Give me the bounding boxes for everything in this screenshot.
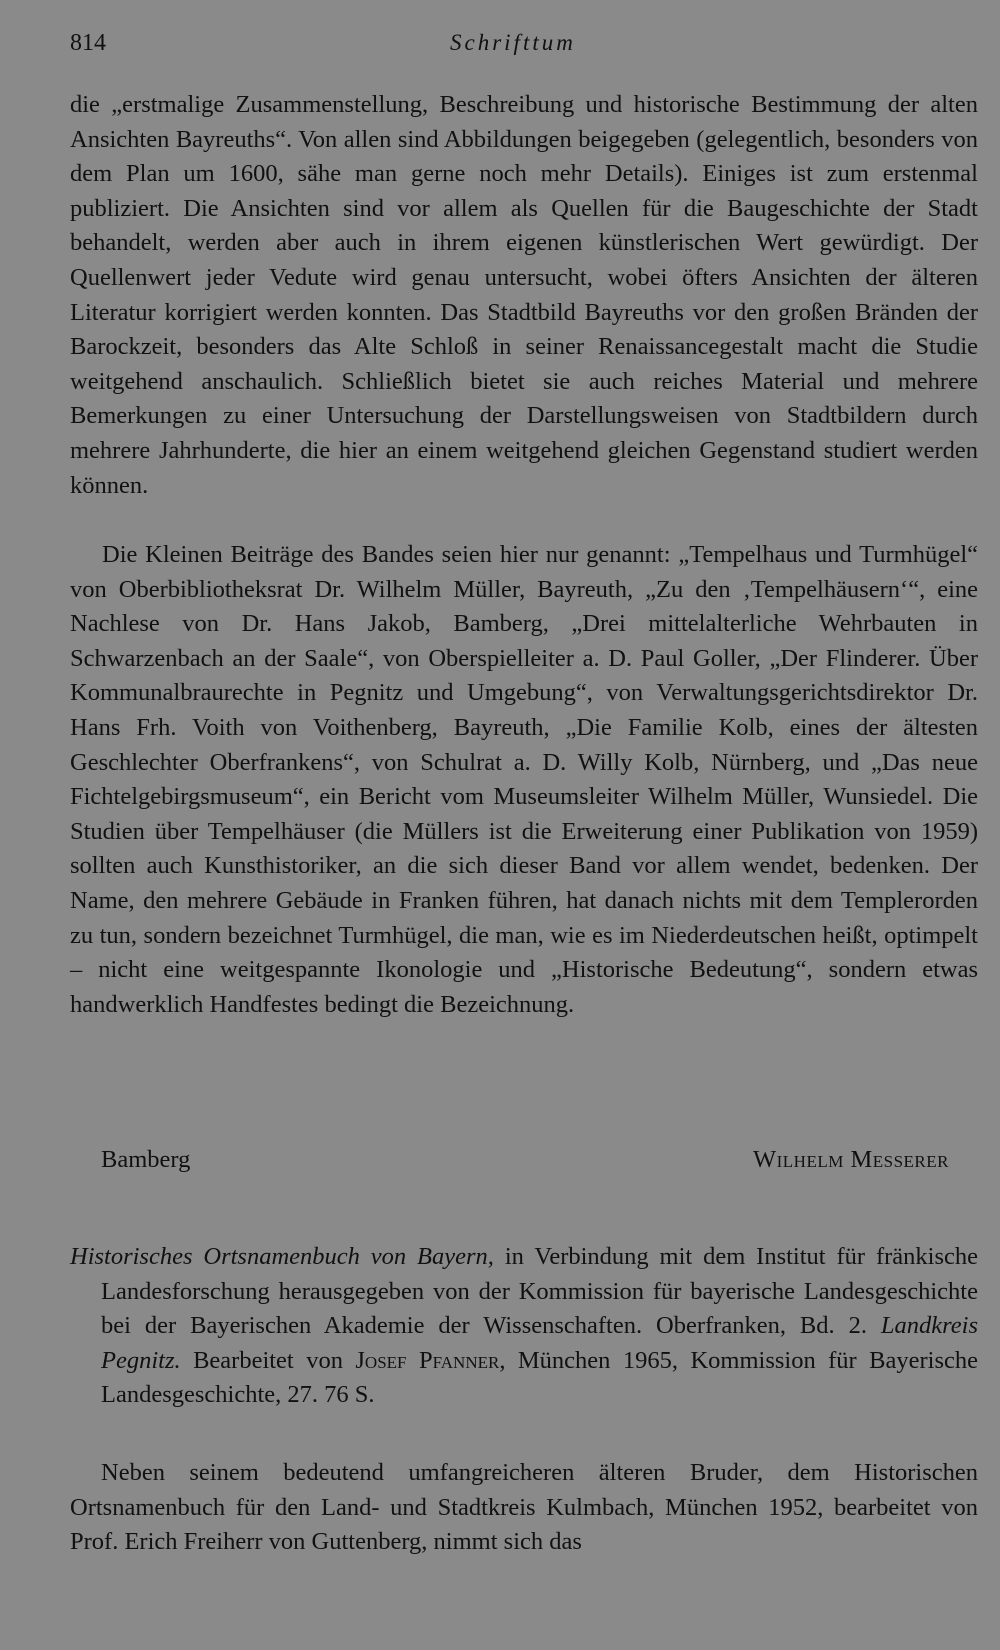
book-title: Historisches Ortsnamenbuch von Bayern, bbox=[70, 1243, 494, 1270]
review-paragraph-1: die „erstmalige Zusammenstellung, Beschreibung und historische Bestimmung der alten Ansichten Bayreuths“. Von allen sind Abbildungen beigegeben (gelegentlich, besonders von dem Plan um 1600, sähe man gerne noch mehr Details). Einiges ist zum erstenmal publiziert. Die Ansichten sind vor allem als Quellen für die Baugeschichte der Stadt behandelt, werden aber auch in ihrem eigenen künstlerischen Wert gewürdigt. Der Quellenwert jeder Vedute wird genau untersucht, wobei öfters Ansichten der älteren Literatur korrigiert werden konnten. Das Stadtbild Bayreuths vor den großen Bränden der Barockzeit, besonders das Alte Schloß in seiner Renaissancegestalt macht die Studie weitgehend anschaulich. Schließlich bietet sie auch reiches Material und mehrere Bemerkungen zu einer Untersuchung der Darstellungsweisen von Stadtbildern durch mehrere Jahrhunderte, die hier an einem weitgehend gleichen Gegenstand studiert werden können. bbox=[70, 91, 978, 499]
signature-author: Wilhelm Messerer bbox=[753, 1146, 949, 1173]
signature-place: Bamberg bbox=[101, 1146, 191, 1173]
review2-paragraph-1: Neben seinem bedeutend umfangreicheren älteren Bruder, dem Historischen Ortsnamenbuch für den Land- und Stadtkreis Kulmbach, München 1952, bearbeitet von Prof. Erich Freiherr von Guttenberg, nimmt sich das bbox=[70, 1459, 978, 1556]
bib-details-2: Bearbeitet von bbox=[180, 1346, 356, 1374]
review-paragraph-2: Die Kleinen Beiträge des Bandes seien hier nur genannt: „Tempelhaus und Turmhügel“ von Oberbibliotheksrat Dr. Wilhelm Müller, Bayreuth, „Zu den ‚Tempelhäusern‘“, eine Nachlese von Dr. Hans Jakob, Bamberg, „Drei mittelalterliche Wehrbauten in Schwarzenbach an der Saale“, von Oberspielleiter a. D. Paul Goller, „Der Flinderer. Über Kommunalbraurechte in Pegnitz und Umgebung“, von Verwaltungsgerichtsdirektor Dr. Hans Frh. Voith von Voithenberg, Bayreuth, „Die Familie Kolb, eines der ältesten Geschlechter Oberfrankens“, von Schulrat a. D. Willy Kolb, Nürnberg, und „Das neue Fichtelgebirgsmuseum“, ein Bericht vom Museumsleiter Wilhelm Müller, Wunsiedel. Die Studien über Tempelhäuser (die Müllers ist die Erweiterung einer Publikation von 1959) sollten auch Kunsthistoriker, an die sich dieser Band vor allem wendet, bedenken. Der Name, den mehrere Gebäude in Franken führen, hat danach nichts mit dem Templerorden zu tun, sondern bezeichnet Turmhügel, die man, wie es im Niederdeutschen heißt, optimpelt – nicht eine weitgespannte Ikonologie und „Historische Bedeutung“, sondern etwas handwerklich Handfestes bedingt die Bezeichnung. bbox=[70, 541, 978, 1018]
bib-details-1: in Verbindung mit dem Institut für fränkische Landesforschung herausgegeben von der Kommission für bayerische Landesgeschichte bei der Bayerischen Akademie der Wissenschaften. Oberfranken, Bd. 2. bbox=[101, 1243, 978, 1340]
review-signature bbox=[101, 1146, 949, 1180]
running-title: Schrifttum bbox=[450, 30, 576, 55]
bibliographic-entry bbox=[70, 1240, 978, 1413]
page-number: 814 bbox=[70, 30, 106, 56]
editor-name: Josef Pfanner bbox=[355, 1346, 500, 1374]
bib-details-3: , München 1965, Kommission für Bayerische Landesgeschichte, 27. 76 S. bbox=[101, 1346, 978, 1409]
volume-title: Landkreis Pegnitz. bbox=[101, 1312, 978, 1374]
running-head bbox=[70, 30, 975, 64]
